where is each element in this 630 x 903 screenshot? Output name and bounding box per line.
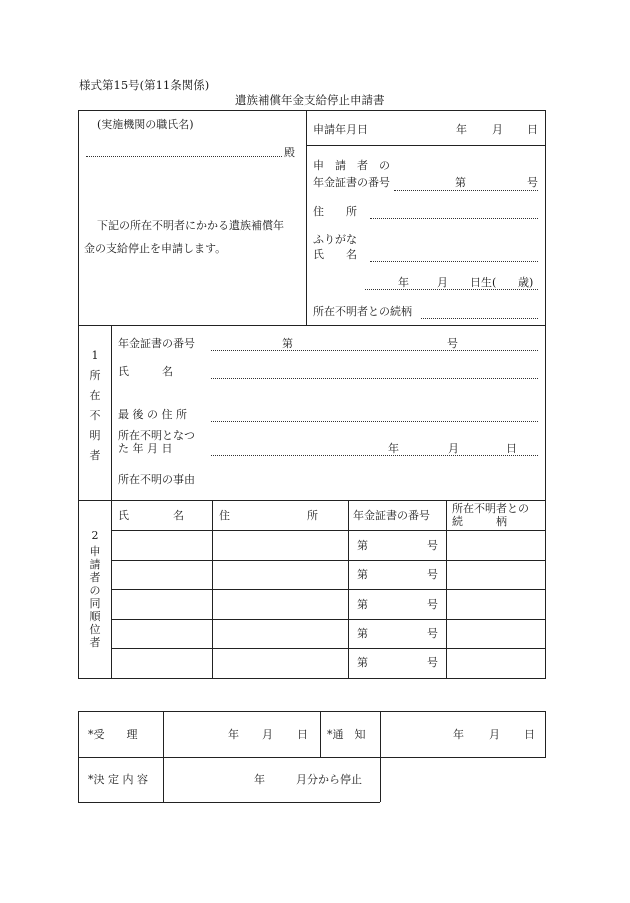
application-date-day: 日 (527, 123, 538, 136)
missing-date-line[interactable] (211, 455, 538, 456)
decision-label: *決 定 内 容 (88, 773, 148, 786)
successor-header-cert-number: 年金証書の番号 (353, 509, 430, 522)
row-gou: 号 (427, 539, 438, 552)
declaration-line-2: 金の支給停止を申請します。 (84, 242, 227, 255)
last-address-line[interactable] (211, 421, 538, 422)
last-address-label: 最 後 の 住 所 (118, 408, 187, 421)
age-close: 歳) (518, 276, 534, 289)
notice-day: 日 (524, 728, 535, 741)
birthdate-line[interactable] (365, 289, 538, 290)
notice-year: 年 (453, 728, 464, 741)
row-gou: 号 (427, 627, 438, 640)
declaration-line-1: 下記の所在不明者にかかる遺族補償年 (97, 219, 284, 232)
name-label: 氏 名 (313, 248, 357, 261)
missing-name-label: 氏 名 (118, 365, 173, 378)
application-date-year: 年 (456, 123, 467, 136)
receipt-label: *受 理 (88, 728, 138, 741)
birth-month: 月 (437, 276, 448, 289)
successor-header-address: 住 所 (219, 509, 318, 522)
missing-date-month: 月 (448, 442, 459, 455)
row-dai: 第 (357, 656, 368, 669)
receipt-month: 月 (262, 728, 273, 741)
application-date-label: 申請年月日 (313, 123, 368, 136)
applicant-number-label-1: 申 請 者 の (313, 159, 390, 172)
decision-text: 月分から停止 (296, 773, 362, 786)
successor-header-name: 氏 名 (118, 509, 184, 522)
relation-line[interactable] (421, 318, 538, 319)
receipt-year: 年 (228, 728, 239, 741)
row-dai: 第 (357, 568, 368, 581)
missing-date-day: 日 (506, 442, 517, 455)
row-dai: 第 (357, 598, 368, 611)
birth-year: 年 (398, 276, 409, 289)
notice-label: *通 知 (327, 728, 366, 741)
applicant-number-gou: 号 (527, 176, 538, 189)
row-dai: 第 (357, 539, 368, 552)
application-date-month: 月 (492, 123, 503, 136)
missing-cert-dai: 第 (282, 337, 293, 350)
successor-side-label: 2 申 請 者 の 同 順 位 者 (89, 529, 101, 649)
decision-year: 年 (254, 773, 265, 786)
notice-month: 月 (489, 728, 500, 741)
address-label: 住 所 (313, 205, 357, 218)
missing-person-side-label: 1 所 在 不 明 者 (89, 349, 101, 462)
missing-date-label-2: た 年 月 日 (118, 442, 173, 455)
successor-header-relation-2: 続 柄 (452, 515, 507, 528)
form-title: 遺族補償年金支給停止申請書 (235, 93, 385, 107)
missing-date-label-1: 所在不明となつ (118, 429, 195, 442)
row-gou: 号 (427, 568, 438, 581)
name-line[interactable] (370, 261, 538, 262)
relation-label: 所在不明者との続柄 (313, 305, 412, 318)
row-gou: 号 (427, 598, 438, 611)
successor-header-relation-1: 所在不明者との (452, 502, 529, 515)
missing-cert-number-label: 年金証書の番号 (118, 337, 195, 350)
honorific: 殿 (284, 146, 295, 159)
receipt-day: 日 (297, 728, 308, 741)
missing-name-line[interactable] (211, 378, 538, 379)
agency-name-line[interactable] (86, 156, 282, 157)
missing-reason-label: 所在不明の事由 (118, 473, 195, 486)
birth-day-sei: 日生( (470, 276, 497, 289)
missing-cert-gou: 号 (447, 337, 458, 350)
form-number: 様式第15号(第11条関係) (79, 78, 210, 92)
agency-label: (実施機関の職氏名) (97, 118, 194, 131)
address-line[interactable] (370, 218, 538, 219)
furigana-label: ふりがな (313, 233, 357, 246)
missing-date-year: 年 (388, 442, 399, 455)
row-gou: 号 (427, 656, 438, 669)
missing-cert-number-line[interactable] (211, 350, 538, 351)
applicant-number-line[interactable] (394, 190, 538, 191)
applicant-number-dai: 第 (455, 176, 466, 189)
applicant-number-label-2: 年金証書の番号 (313, 176, 390, 189)
row-dai: 第 (357, 627, 368, 640)
